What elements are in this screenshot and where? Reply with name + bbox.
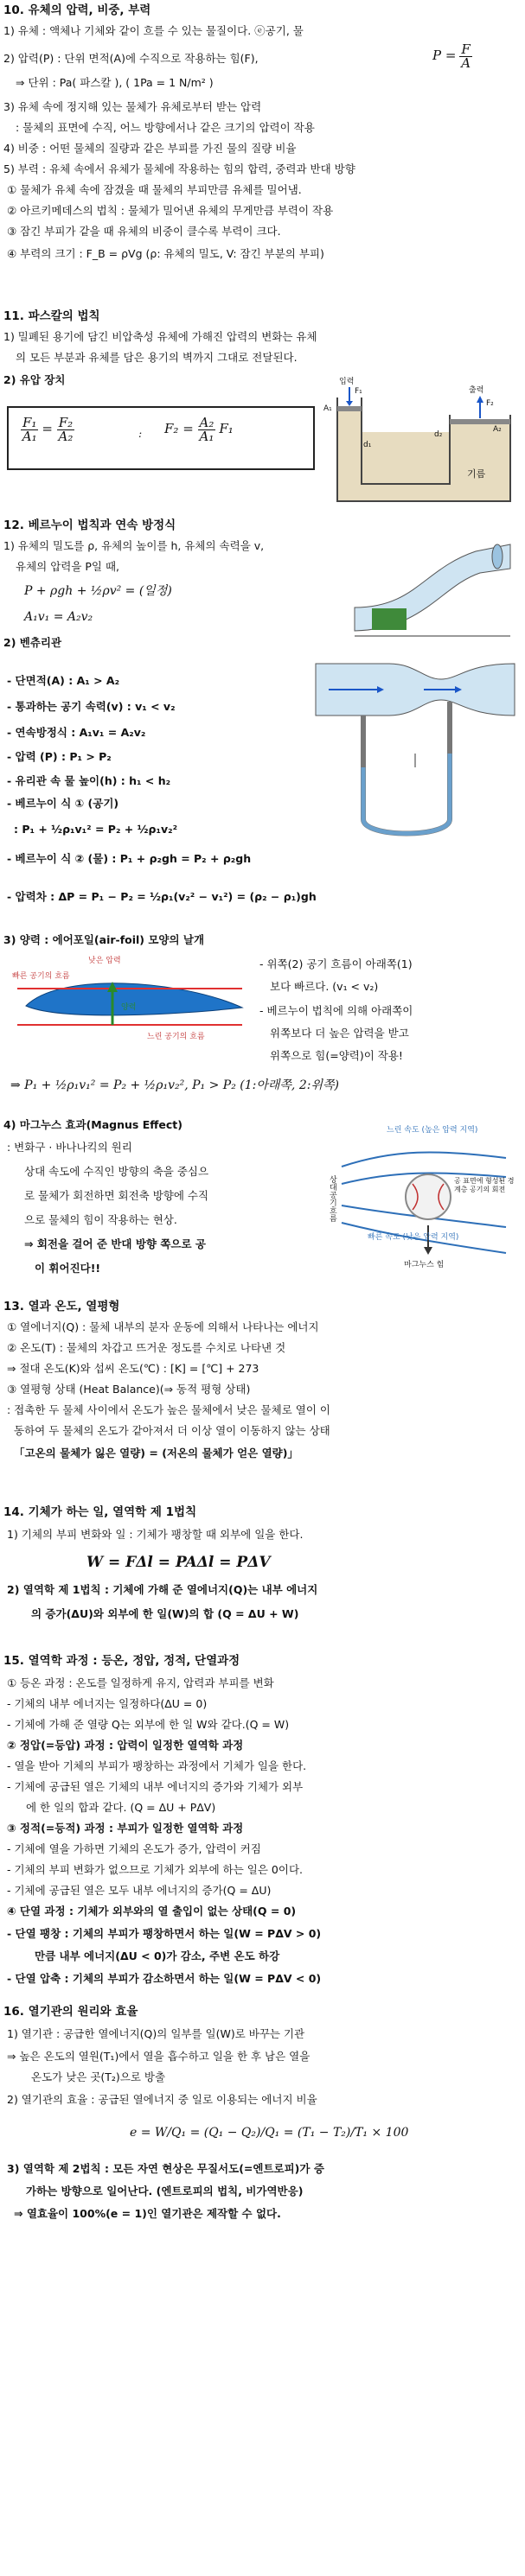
- s16-line-4: 2) 열기관의 효율 : 공급된 열에너지 중 일로 이용되는 에너지 비율: [7, 2093, 317, 2106]
- s10-line-7: 5) 부력 : 유체 속에서 유체가 물체에 작용하는 힘의 합력, 중력과 반대 방향: [3, 162, 355, 175]
- s15-line-11: - 기체에 공급된 열은 모두 내부 에너지의 증가(Q = ΔU): [7, 1884, 272, 1897]
- magnus-layer-label: 공 표면에 형성된 경계층 공기의 회전: [454, 1177, 515, 1193]
- s13-line-6: 동하여 두 물체의 온도가 같아져서 더 이상 열이 이동하지 않는 상태: [14, 1424, 330, 1437]
- venturi-line-3: - 연속방정식 : A₁v₁ = A₂v₂: [7, 726, 146, 739]
- s10-line-9: ② 아르키메데스의 법칙 : 물체가 밀어낸 유체의 무게만큼 부력이 작용: [7, 204, 334, 217]
- s16-line-7: ⇒ 열효율이 100%(e = 1)인 열기관은 제작할 수 없다.: [14, 2207, 281, 2220]
- s15-line-5: - 열을 받아 기체의 부피가 팽창하는 과정에서 기체가 일을 한다.: [7, 1759, 307, 1772]
- magnus-top-label: 느린 속도 (높은 압력 지역): [387, 1126, 478, 1135]
- venturi-line-4: - 압력 (P) : P₁ > P₂: [7, 750, 112, 763]
- pressure-formula: P = $\frac{F}{A}$: [432, 41, 471, 71]
- s16-line-5: 3) 열역학 제 2법칙 : 모든 자연 현상은 무질서도(=엔트로피)가 증: [7, 2162, 324, 2175]
- venturi-line-6: - 베르누이 식 ① (공기): [7, 797, 119, 810]
- venturi-line-7: : P₁ + ½ρ₁v₁² = P₂ + ½ρ₁v₂²: [14, 823, 178, 836]
- hydraulic-formula-left: $\frac{\text{F₁}}{\text{A₁}}$ = $\frac{\text{F₂}}{\text{A₂}}$: [22, 415, 74, 444]
- s13-line-4: ③ 열평형 상태 (Heat Balance)(⇒ 동적 평형 상태): [7, 1383, 251, 1396]
- venturi-line-2: - 통과하는 공기 속력(v) : v₁ < v₂: [7, 700, 176, 713]
- venturi-line-8: - 베르누이 식 ② (물) : P₁ + ρ₂gh = P₂ + ρ₂gh: [7, 852, 252, 865]
- s14-line-3: 의 증가(ΔU)와 외부에 한 일(W)의 합 (Q = ΔU + W): [31, 1607, 299, 1620]
- s11-line-1: 1) 밀폐된 용기에 담긴 비압축성 유체에 가해진 압력의 변화는 유체: [3, 330, 317, 343]
- s15-line-2: - 기체의 내부 에너지는 일정하다(ΔU = 0): [7, 1697, 208, 1710]
- s15-line-14: 만큼 내부 에너지(ΔU < 0)가 감소, 주변 온도 하강: [35, 1949, 280, 1962]
- airfoil-title: 3) 양력 : 에어포일(air-foil) 모양의 날개: [3, 933, 205, 946]
- s10-line-4: 3) 유체 속에 정지해 있는 물체가 유체로부터 받는 압력: [3, 100, 262, 113]
- hydraulic-d1-label: d₁: [363, 441, 372, 449]
- s12-line-1: 1) 유체의 밀도를 ρ, 유체의 높이를 h, 유체의 속력을 v,: [3, 539, 265, 552]
- s15-line-12: ④ 단열 과정 : 기체가 외부와의 열 출입이 없는 상태(Q = 0): [7, 1905, 297, 1918]
- hydraulic-d2-label: d₂: [434, 430, 443, 439]
- hydraulic-formula-right: F₂ = $\frac{\text{A₂}}{\text{A₁}}$ F₁: [164, 415, 234, 444]
- s15-line-3: - 기체에 가해 준 열량 Q는 외부에 한 일 W와 같다.(Q = W): [7, 1718, 290, 1731]
- s15-line-8: ③ 정적(=등적) 과정 : 부피가 일정한 열역학 과정: [7, 1822, 244, 1835]
- section-11-title: 11. 파스칼의 법칙: [3, 309, 100, 323]
- magnus-line-6: 이 휘어진다!!: [35, 1262, 101, 1275]
- section-10-title: 10. 유체의 압력, 비중, 부력: [3, 3, 151, 17]
- s13-line-1: ① 열에너지(Q) : 물체 내부의 분자 운동에 의해서 나타나는 에너지: [7, 1320, 319, 1333]
- venturi-line-9: - 압력차 : ΔP = P₁ − P₂ = ½ρ₁(v₂² − v₁²) = (ρ₂ − ρ₁)gh: [7, 890, 317, 903]
- s15-line-9: - 기체에 열을 가하면 기체의 온도가 증가, 압력이 커짐: [7, 1842, 261, 1855]
- bernoulli-pipe-figure: [346, 534, 519, 638]
- hydraulic-press-figure: [320, 380, 519, 510]
- s13-line-2: ② 온도(T) : 물체의 차갑고 뜨거운 정도를 수치로 나타낸 것: [7, 1341, 286, 1354]
- airfoil-figure: [9, 954, 251, 1049]
- s16-line-1: 1) 열기관 : 공급한 열에너지(Q)의 일부를 일(W)로 바꾸는 기관: [7, 2027, 305, 2040]
- s14-line-1: 1) 기체의 부피 변화와 일 : 기체가 팽창할 때 외부에 일을 한다.: [7, 1528, 304, 1541]
- venturi-line-5: - 유리관 속 물 높이(h) : h₁ < h₂: [7, 774, 171, 787]
- venturi-line-1: - 단면적(A) : A₁ > A₂: [7, 674, 120, 687]
- hydraulic-f2-label: F₂: [486, 399, 494, 408]
- hydraulic-input-label: 입력: [339, 378, 355, 386]
- venturi-figure: [311, 646, 519, 845]
- venturi-title: 2) 벤츄리관: [3, 636, 62, 649]
- section-13-title: 13. 열과 온도, 열평형: [3, 1300, 120, 1313]
- continuity-equation: A₁v₁ = A₂v₂: [24, 610, 93, 624]
- airfoil-fast-flow: 빠른 공기의 흐름: [12, 972, 70, 981]
- airfoil-line-3: - 베르누이 법칙에 의해 아래쪽이: [259, 1004, 413, 1017]
- magnus-line-2: 상대 속도에 수직인 방향의 축을 중심으: [24, 1165, 209, 1178]
- s15-line-15: - 단열 압축 : 기체의 부피가 감소하면서 하는 일(W = PΔV < 0): [7, 1972, 322, 1985]
- magnus-flow-label: 상대 공기 흐름: [330, 1176, 337, 1224]
- s16-line-2: ⇒ 높은 온도의 열원(T₁)에서 열을 흡수하고 일을 한 후 남은 열을: [7, 2050, 311, 2063]
- section-16-title: 16. 열기관의 원리와 효율: [3, 2005, 138, 2019]
- section-12-title: 12. 베르누이 법칙과 연속 방정식: [3, 518, 176, 532]
- s15-line-1: ① 등온 과정 : 온도를 일정하게 유지, 압력과 부피를 변화: [7, 1676, 274, 1689]
- s10-line-1: 1) 유체 : 액체나 기체와 같이 흐를 수 있는 물질이다. ⓔ공기, 물: [3, 24, 304, 37]
- magnus-line-3: 로 물체가 회전하면 회전축 방향에 수직: [24, 1189, 209, 1202]
- magnus-force-label: 마그누스 힘: [404, 1261, 445, 1269]
- s16-line-3: 온도가 낮은 곳(T₂)으로 방출: [31, 2070, 166, 2083]
- magnus-bottom-label: 빠른 속도 (낮은 압력 지역): [368, 1233, 459, 1242]
- magnus-figure: [330, 1123, 519, 1270]
- hydraulic-a1-label: A₁: [323, 404, 332, 413]
- s10-line-11: ④ 부력의 크기 : F_B = ρVg (ρ: 유체의 밀도, V: 잠긴 부분의 부피): [7, 247, 324, 260]
- magnus-title: 4) 마그누스 효과(Magnus Effect): [3, 1118, 182, 1131]
- s10-line-10: ③ 잠긴 부피가 같을 때 유체의 비중이 클수록 부력이 크다.: [7, 225, 281, 238]
- s15-line-7: 에 한 일의 합과 같다. (Q = ΔU + PΔV): [26, 1801, 216, 1814]
- s10-line-3: ⇒ 단위 : Pa( 파스칼 ), ( 1Pa = 1 N/m² ): [16, 76, 214, 89]
- section-14-title: 14. 기체가 하는 일, 열역학 제 1법칙: [3, 1505, 197, 1519]
- section-15-title: 15. 열역학 과정 : 등온, 정압, 정적, 단열과정: [3, 1654, 240, 1668]
- airfoil-line-1: - 위쪽(2) 공기 흐름이 아래쪽(1): [259, 957, 413, 970]
- magnus-line-5: ⇒ 회전을 걸어 준 반대 방향 쪽으로 공: [24, 1237, 206, 1250]
- s15-line-10: - 기체의 부피 변화가 없으므로 기체가 외부에 하는 일은 0이다.: [7, 1863, 303, 1876]
- s11-line-3: 2) 유압 장치: [3, 373, 66, 386]
- s12-line-2: 유체의 압력을 P일 때,: [16, 560, 120, 573]
- efficiency-equation: e = W/Q₁ = (Q₁ − Q₂)/Q₁ = (T₁ − T₂)/T₁ × 100: [130, 2126, 409, 2140]
- magnus-line-4: 으로 물체의 힘이 작용하는 현상.: [24, 1213, 177, 1226]
- s15-line-13: - 단열 팽창 : 기체의 부피가 팽창하면서 하는 일(W = PΔV > 0): [7, 1927, 322, 1940]
- airfoil-slow-flow: 느린 공기의 흐름: [147, 1033, 205, 1041]
- airfoil-line-4: 위쪽보다 더 높은 압력을 받고: [270, 1027, 409, 1040]
- hydraulic-oil-label: 기름: [467, 468, 486, 480]
- s10-line-5: : 물체의 표면에 수직, 어느 방향에서나 같은 크기의 압력이 작용: [16, 121, 315, 134]
- s13-line-3: ⇒ 절대 온도(K)와 섭씨 온도(℃) : [K] = [℃] + 273: [7, 1362, 259, 1375]
- s13-line-5: : 접촉한 두 물체 사이에서 온도가 높은 물체에서 낮은 물체로 열이 이: [7, 1403, 330, 1416]
- hydraulic-f1-label: F₁: [355, 387, 362, 396]
- s11-line-2: 의 모든 부분과 유체를 담은 용기의 벽까지 그대로 전달된다.: [16, 351, 298, 364]
- s14-line-2: 2) 열역학 제 1법칙 : 기체에 가해 준 열에너지(Q)는 내부 에너지: [7, 1583, 318, 1596]
- hydraulic-a2-label: A₂: [493, 425, 502, 434]
- work-equation: W = FΔl = PAΔl = PΔV: [86, 1554, 271, 1571]
- hydraulic-formula-box: $\frac{\text{F₁}}{\text{A₁}}$ = $\frac{\text{F₂}}{\text{A₂}}$ : F₂ = $\frac{\text{A₂}}{\text{A₁}}$ F₁: [7, 406, 315, 470]
- s15-line-4: ② 정압(=등압) 과정 : 압력이 일정한 열역학 과정: [7, 1739, 244, 1752]
- hydraulic-output-label: 출력: [469, 386, 484, 395]
- s10-line-8: ① 물체가 유체 속에 잠겼을 때 물체의 부피만큼 유체를 밀어냄.: [7, 183, 302, 196]
- airfoil-line-5: 위쪽으로 힘(=양력)이 작용!: [270, 1049, 403, 1062]
- s10-line-2: 2) 압력(P) : 단위 면적(A)에 수직으로 작용하는 힘(F),: [3, 52, 259, 65]
- airfoil-lift-label: 양력: [121, 1003, 137, 1012]
- s15-line-6: - 기체에 공급된 열은 기체의 내부 에너지의 증가와 기체가 외부: [7, 1780, 304, 1793]
- magnus-line-1: : 변화구 · 바나나킥의 원리: [7, 1141, 132, 1154]
- airfoil-line-2: 보다 빠르다. (v₁ < v₂): [270, 980, 379, 993]
- airfoil-low-pressure: 낮은 압력: [88, 957, 121, 965]
- s13-line-7: 「고온의 물체가 잃은 열량) = (저온의 물체가 얻은 열량)」: [14, 1447, 298, 1460]
- s10-line-6: 4) 비중 : 어떤 물체의 질량과 같은 부피를 가진 물의 질량 비율: [3, 142, 297, 155]
- bernoulli-equation: P + ρgh + ½ρv² = (일정): [24, 584, 172, 598]
- airfoil-equation: ⇒ P₁ + ½ρ₁v₁² = P₂ + ½ρ₁v₂², P₁ > P₂ (1:아래쪽, 2:위쪽): [10, 1078, 339, 1092]
- s16-line-6: 가하는 방향으로 일어난다. (엔트로피의 법칙, 비가역반응): [26, 2185, 304, 2198]
